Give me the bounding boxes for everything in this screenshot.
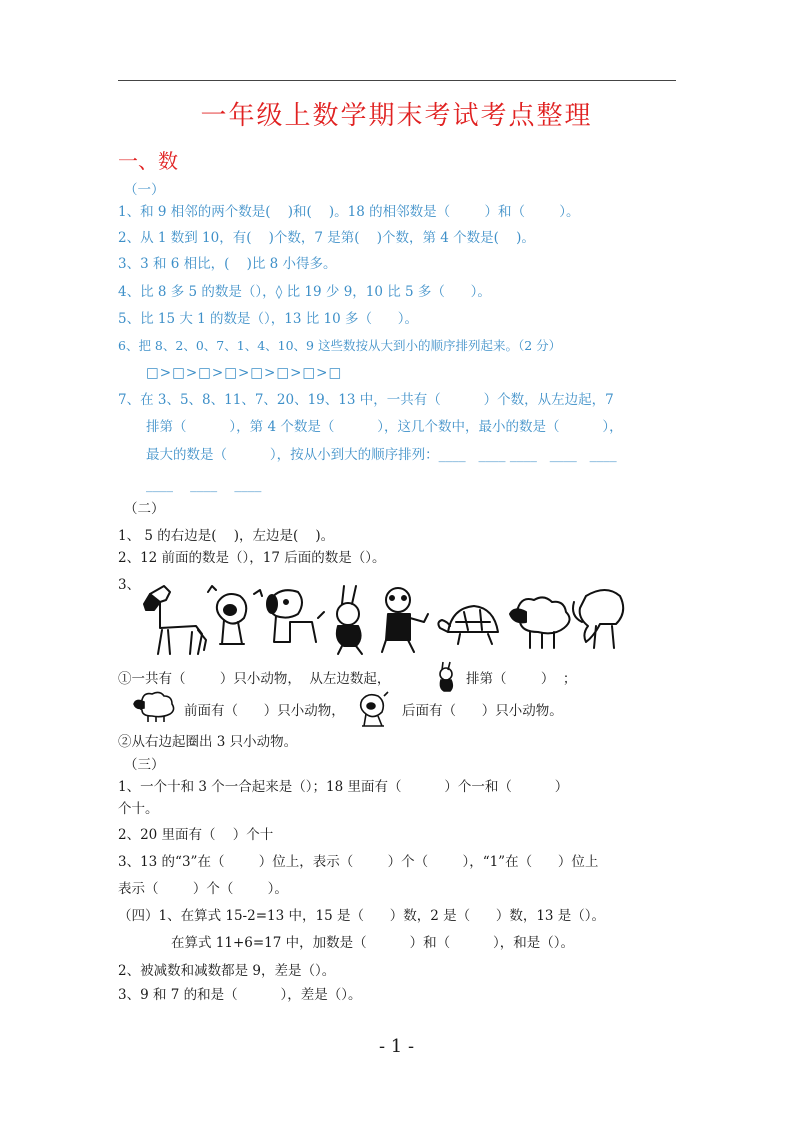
question-line: 4、比 8 多 5 的数是（），◊ 比 19 少 9，10 比 5 多（ ）。 xyxy=(118,284,491,300)
question-line: 2、被减数和减数都是 9，差是（）。 xyxy=(118,963,336,979)
question-line: 表示（ ）个（ ）。 xyxy=(118,881,288,897)
question-line: 2、20 里面有（ ）个十 xyxy=(118,827,274,843)
question-line: 后面有（ ）只小动物。 xyxy=(402,703,563,719)
part-label: （二） xyxy=(124,501,165,517)
rabbit-icon xyxy=(433,660,461,694)
question-line: 5、比 15 大 1 的数是（），13 比 10 多（ ）。 xyxy=(118,311,418,327)
question-line: ①一共有（ ）只小动物， 从左边数起， xyxy=(118,671,391,687)
section-heading: 一、数 xyxy=(118,149,178,173)
singing-dog-icon xyxy=(208,586,262,644)
singing-dog-icon xyxy=(354,690,394,730)
question-line: 前面有（ ）只小动物， xyxy=(184,703,345,719)
rabbit-icon xyxy=(337,586,362,654)
sheep-icon xyxy=(510,597,570,648)
question-line: ②从右边起圈出 3 只小动物。 xyxy=(118,734,298,750)
question-line: 3、9 和 7 的和是（ ），差是（）。 xyxy=(118,987,362,1003)
question-line: 2、从 1 数到 10，有( )个数，7 是第( )个数，第 4 个数是( )。 xyxy=(118,230,535,246)
question-line: 7、在 3、5、8、11、7、20、19、13 中，一共有（ ）个数，从左边起，7 xyxy=(118,392,614,408)
sheep-icon xyxy=(132,688,178,724)
question-line: （四）1、在算式 15-2=13 中，15 是（ ）数，2 是（ ）数，13 是（）。 xyxy=(118,908,606,924)
question-line: 最大的数是（ ），按从小到大的顺序排列：____ ____ ____ ____ ____ xyxy=(146,447,617,463)
puppy-icon xyxy=(267,590,324,642)
question-line: 2、12 前面的数是（），17 后面的数是（）。 xyxy=(118,550,386,566)
question-line: 1、和 9 相邻的两个数是( )和( )。18 的相邻数是（ ）和（ ）。 xyxy=(118,204,580,220)
question-line: 排第（ ），第 4 个数是（ ），这几个数中，最小的数是（ ）， xyxy=(146,419,623,435)
header-rule xyxy=(118,80,676,81)
question-line: 3、 xyxy=(118,577,141,593)
question-line: 排第（ ） ； xyxy=(466,671,577,687)
page-title: 一年级上数学期末考试考点整理 xyxy=(200,101,593,131)
part-label: （三） xyxy=(124,757,165,773)
question-line: ____ ____ ____ xyxy=(146,477,262,493)
turtle-icon xyxy=(438,606,498,644)
answer-boxes: □>□>□>□>□>□>□>□ xyxy=(146,365,343,381)
animal-row-illustration xyxy=(130,582,630,662)
horse-icon xyxy=(144,586,206,654)
question-line: 个十。 xyxy=(118,801,159,817)
monkey-icon xyxy=(382,588,428,652)
question-line: 3、3 和 6 相比，( )比 8 小得多。 xyxy=(118,256,337,272)
question-line: 6、把 8、2、0、7、1、4、10、9 这些数按从大到小的顺序排列起来。（2 分） xyxy=(118,338,562,353)
part-label: （一） xyxy=(124,182,165,198)
question-line: 在算式 11+6=17 中，加数是（ ）和（ ），和是（）。 xyxy=(171,935,574,951)
question-line: 1、 5 的右边是( )，左边是( )。 xyxy=(118,528,335,544)
page-number: - 1 - xyxy=(378,1036,415,1057)
question-line: 3、13 的“3”在（ ）位上，表示（ ）个（ ），“1”在（ ）位上 xyxy=(118,854,599,870)
question-line: 1、一个十和 3 个一合起来是（）；18 里面有（ ）个一和（ ） xyxy=(118,779,569,795)
elephant-icon xyxy=(573,590,623,648)
